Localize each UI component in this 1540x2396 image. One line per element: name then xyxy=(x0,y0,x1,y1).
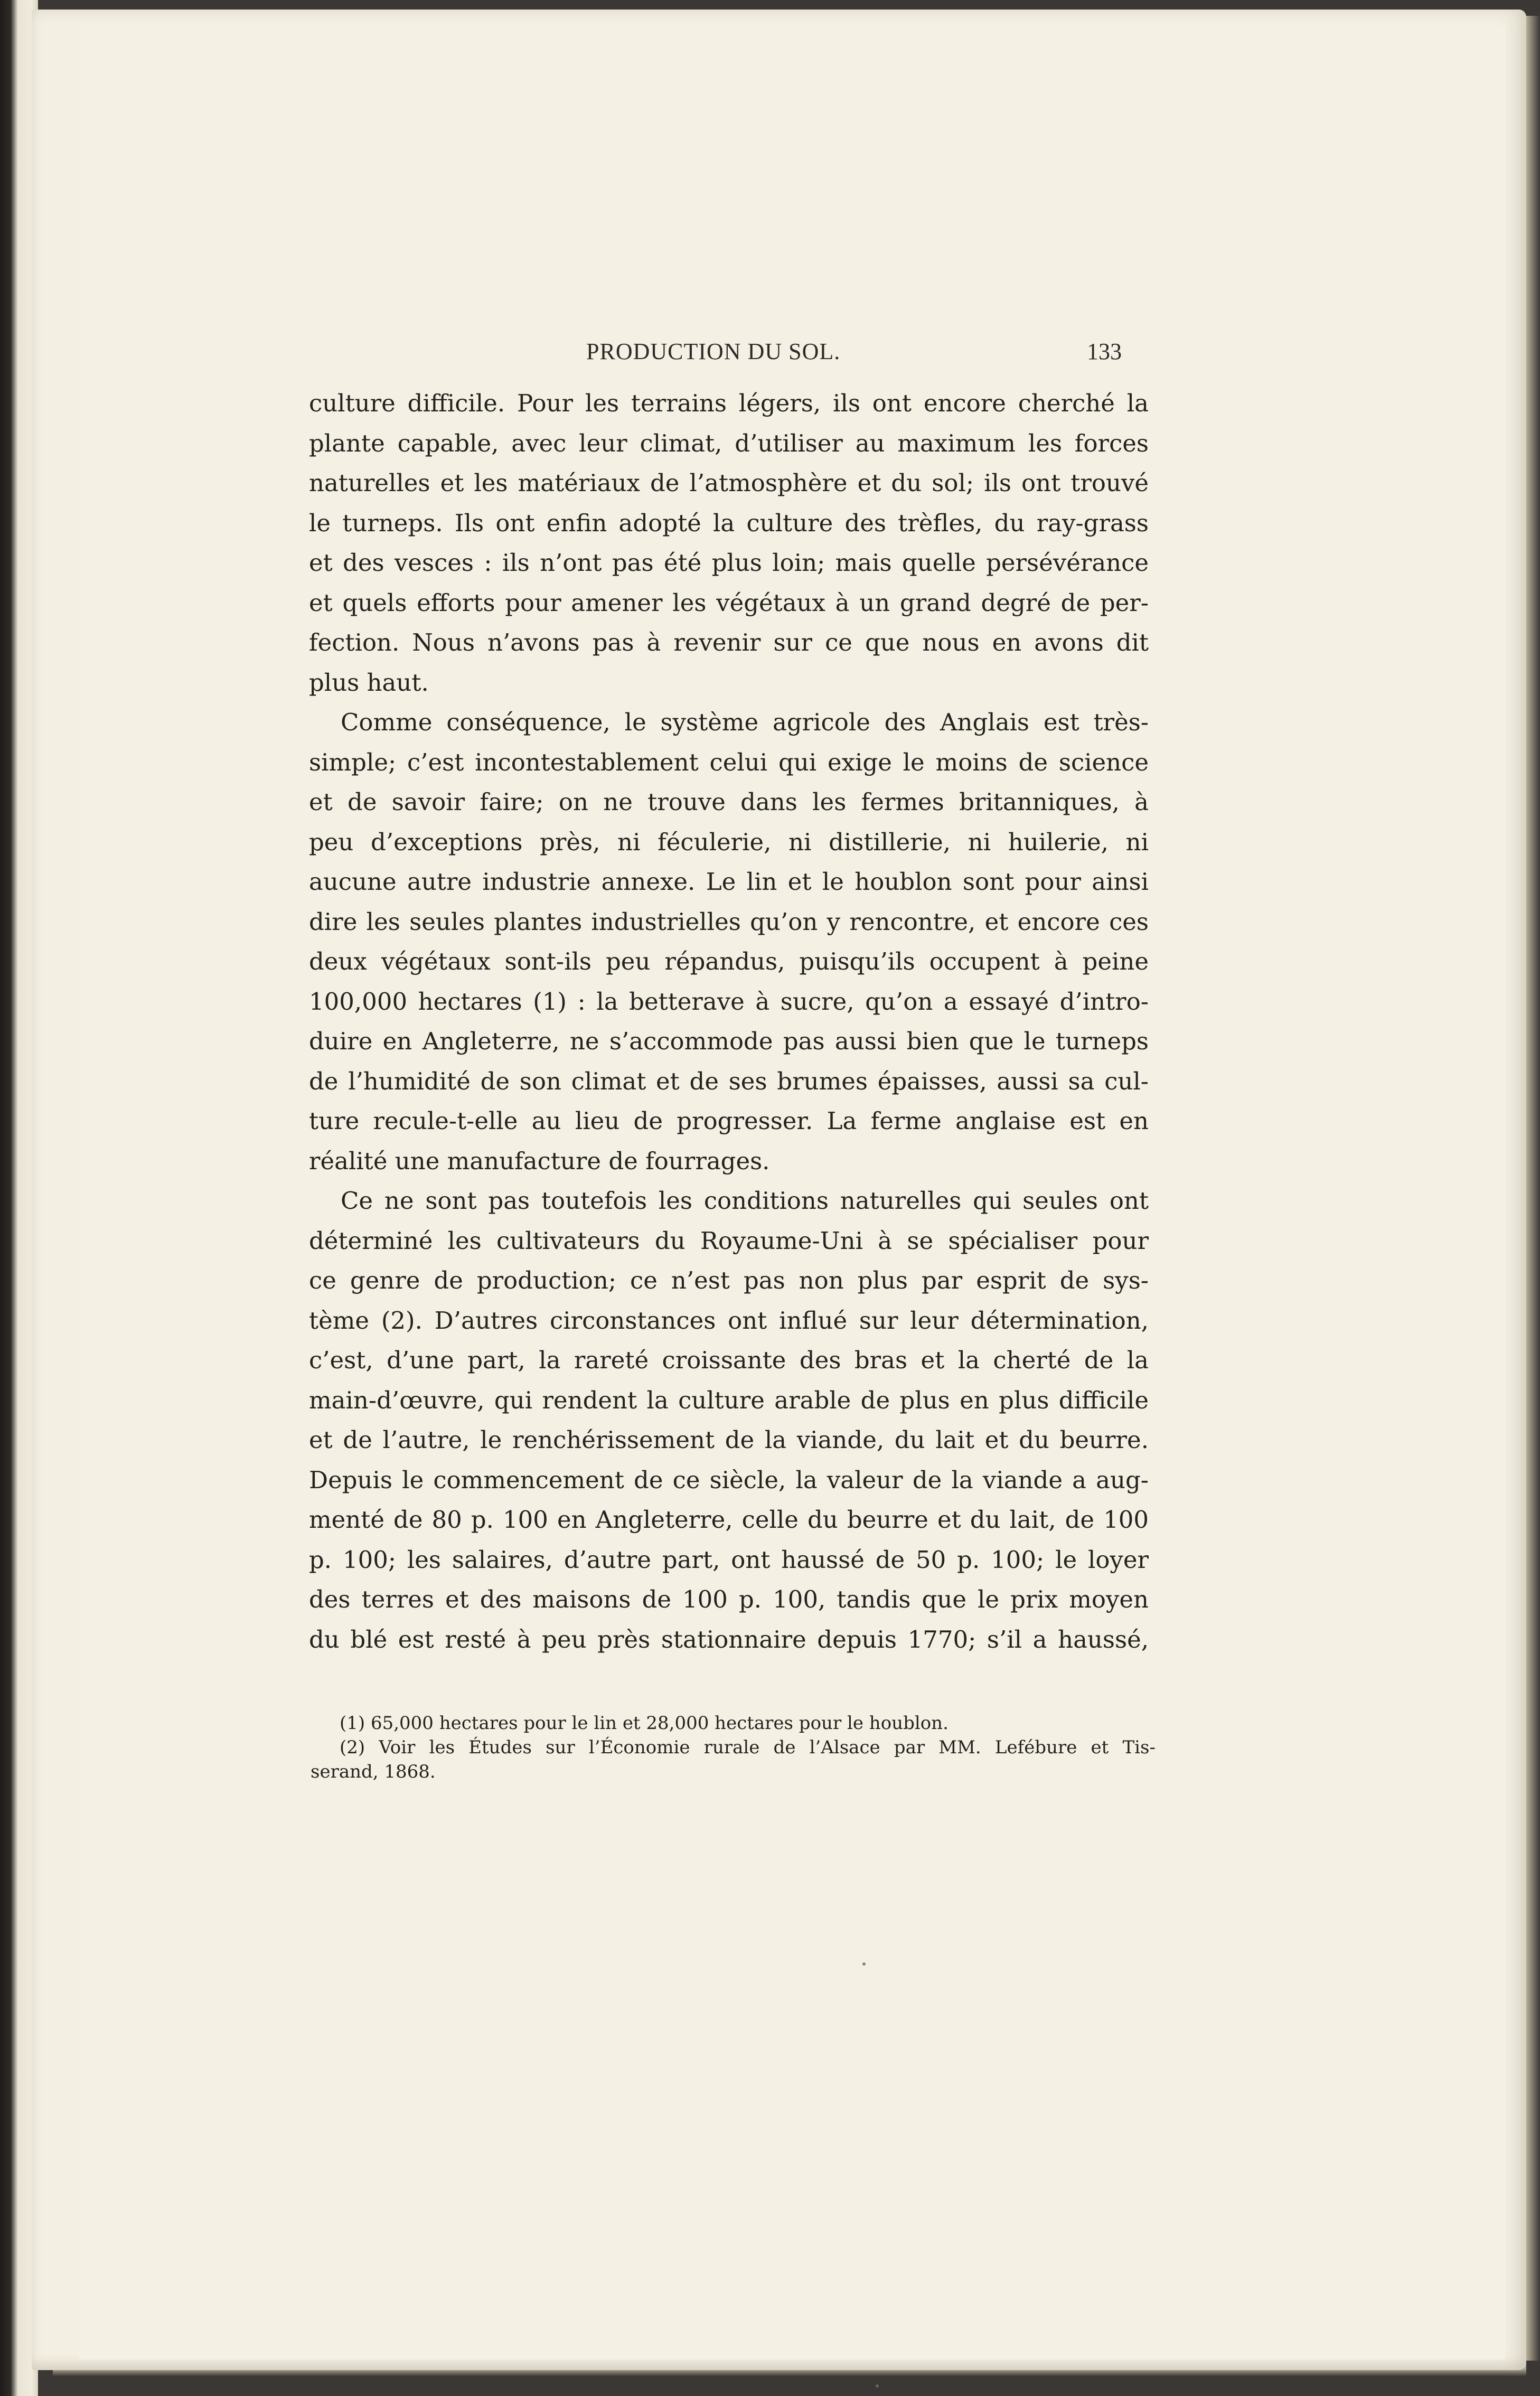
text-line: c’est, d’une part, la rareté croissante des bras et la cherté de la xyxy=(309,1346,1149,1374)
footnote-2-continued: serand, 1868. xyxy=(311,1761,436,1782)
text-line: de l’humidité de son climat et de ses brumes épaisses, aussi sa cul- xyxy=(309,1067,1149,1095)
text-line: naturelles et les matériaux de l’atmosphère et du sol; ils ont trouvé xyxy=(309,469,1149,497)
text-line: main-d’œuvre, qui rendent la culture arable de plus en plus difficile xyxy=(309,1386,1149,1414)
text-line: Ce ne sont pas toutefois les conditions naturelles qui seules ont xyxy=(341,1187,1149,1215)
text-line: Comme conséquence, le système agricole des Anglais est très- xyxy=(341,708,1149,736)
text-line: réalité une manufacture de fourrages. xyxy=(309,1147,770,1175)
text-line: menté de 80 p. 100 en Angleterre, celle du beurre et du lait, de 100 xyxy=(309,1506,1149,1534)
running-head: PRODUCTION DU SOL. xyxy=(586,339,841,364)
text-line: ce genre de production; ce n’est pas non plus par esprit de sys- xyxy=(309,1266,1149,1294)
text-line: aucune autre industrie annexe. Le lin et le houblon sont pour ainsi xyxy=(309,868,1149,896)
page-number: 133 xyxy=(1087,339,1122,364)
footnotes xyxy=(311,1711,1156,1784)
text-line: fection. Nous n’avons pas à revenir sur ce que nous en avons dit xyxy=(309,628,1149,656)
paper-speck xyxy=(862,1962,866,1966)
text-line: plante capable, avec leur climat, d’utiliser au maximum les forces xyxy=(309,429,1149,457)
text-line: Depuis le commencement de ce siècle, la valeur de la viande a aug- xyxy=(309,1465,1149,1494)
footnote-2: (2) Voir les Études sur l’Économie rurale de l’Alsace par MM. Lefébure et Tis- xyxy=(340,1737,1156,1758)
footnote-1: (1) 65,000 hectares pour le lin et 28,000 hectares pour le houblon. xyxy=(340,1713,949,1734)
text-line: déterminé les cultivateurs du Royaume-Uni à se spécialiser pour xyxy=(309,1226,1149,1255)
text-line: 100,000 hectares (1) : la betterave à sucre, qu’on a essayé d’intro- xyxy=(309,987,1149,1016)
text-line: dire les seules plantes industrielles qu’on y rencontre, et encore ces xyxy=(309,907,1149,936)
text-line: le turneps. Ils ont enfin adopté la culture des trèfles, du ray-grass xyxy=(309,509,1149,537)
text-line: tème (2). D’autres circonstances ont influé sur leur détermination, xyxy=(309,1306,1149,1335)
body-text xyxy=(309,383,1149,1659)
text-line: simple; c’est incontestablement celui qui exige le moins de science xyxy=(309,748,1149,776)
text-line: et de l’autre, le renchérissement de la viande, du lait et du beurre. xyxy=(309,1426,1149,1454)
text-line: p. 100; les salaires, d’autre part, ont haussé de 50 p. 100; le loyer xyxy=(309,1545,1149,1574)
text-line: du blé est resté à peu près stationnaire depuis 1770; s’il a haussé, xyxy=(309,1625,1149,1653)
text-line: des terres et des maisons de 100 p. 100, tandis que le prix moyen xyxy=(309,1585,1149,1613)
text-line: et des vesces : ils n’ont pas été plus loin; mais quelle persévérance xyxy=(309,549,1149,577)
text-line: et quels efforts pour amener les végétaux à un grand degré de per- xyxy=(309,588,1149,617)
text-line: et de savoir faire; on ne trouve dans les fermes britanniques, à xyxy=(309,788,1149,816)
text-line: peu d’exceptions près, ni féculerie, ni distillerie, ni huilerie, ni xyxy=(309,828,1149,856)
text-line: culture difficile. Pour les terrains légers, ils ont encore cherché la xyxy=(309,389,1149,417)
text-line: duire en Angleterre, ne s’accommode pas aussi bien que le turneps xyxy=(309,1027,1149,1055)
paper-speck xyxy=(876,2384,879,2388)
text-line: ture recule-t-elle au lieu de progresser. La ferme anglaise est en xyxy=(309,1107,1149,1135)
text-line: plus haut. xyxy=(309,668,429,697)
text-line: deux végétaux sont-ils peu répandus, puisqu’ils occupent à peine xyxy=(309,947,1149,975)
